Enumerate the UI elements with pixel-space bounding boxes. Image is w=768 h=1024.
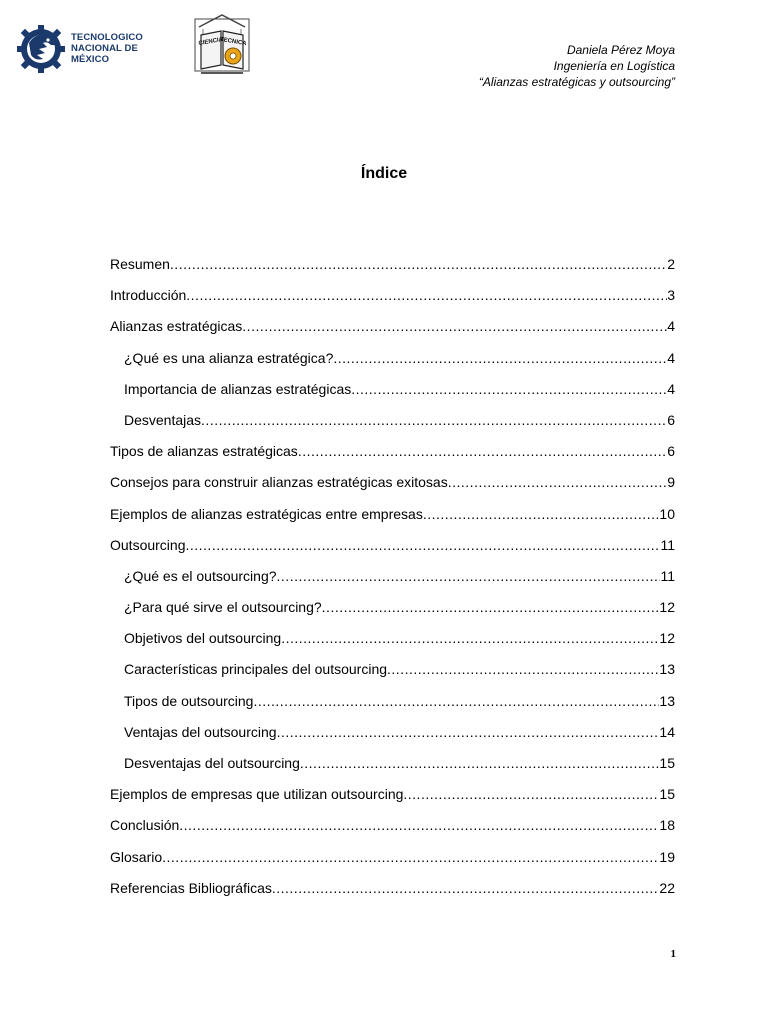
toc-entry-page: 13 bbox=[659, 661, 675, 678]
toc-dot-leader bbox=[186, 285, 667, 305]
toc-entry-page: 4 bbox=[667, 380, 675, 397]
toc-entry-page: 6 bbox=[667, 443, 675, 460]
toc-entry-page: 19 bbox=[659, 848, 675, 865]
document-header bbox=[479, 42, 675, 90]
program-name: Ingeniería en Logística bbox=[553, 59, 675, 73]
toc-entry[interactable] bbox=[110, 784, 675, 815]
toc-dot-leader bbox=[403, 784, 659, 804]
toc-entry-page: 13 bbox=[659, 692, 675, 709]
toc-entry[interactable] bbox=[110, 504, 675, 535]
toc-dot-leader bbox=[242, 316, 667, 336]
author-name: Daniela Pérez Moya bbox=[566, 43, 675, 57]
toc-entry-title: ¿Para qué sirve el outsourcing? bbox=[124, 599, 322, 616]
toc-entry-page: 14 bbox=[659, 723, 675, 740]
toc-entry-title: Importancia de alianzas estratégicas bbox=[124, 380, 352, 397]
toc-entry-title: Resumen bbox=[110, 256, 170, 272]
toc-entry-title: Consejos para construir alianzas estratégicas exitosas bbox=[110, 474, 448, 491]
toc-entry[interactable] bbox=[110, 566, 675, 597]
toc-dot-leader bbox=[300, 753, 660, 773]
toc-entry-title: Características principales del outsourcing bbox=[124, 661, 388, 678]
toc-entry-page: 6 bbox=[667, 411, 675, 428]
toc-entry[interactable] bbox=[110, 815, 675, 846]
toc-entry[interactable] bbox=[110, 847, 675, 878]
toc-entry-page: 18 bbox=[659, 817, 675, 834]
toc-entry[interactable] bbox=[110, 472, 675, 503]
toc-dot-leader bbox=[333, 348, 667, 368]
tecnm-line-1: TECNOLOGICO bbox=[71, 31, 143, 43]
seal-text-left: CIENCIA bbox=[198, 36, 224, 48]
toc-dot-leader bbox=[322, 597, 660, 617]
page-number: 1 bbox=[670, 948, 676, 960]
toc-entry-page: 12 bbox=[659, 630, 675, 647]
toc-dot-leader bbox=[185, 535, 660, 555]
toc-entry-title: Tipos de outsourcing bbox=[124, 692, 254, 709]
page-title: Índice bbox=[360, 165, 408, 182]
toc-entry-page: 9 bbox=[667, 474, 675, 491]
toc-entry-page: 22 bbox=[659, 879, 675, 896]
toc-entry-title: Glosario bbox=[110, 848, 163, 865]
toc-entry[interactable] bbox=[110, 410, 675, 441]
toc-dot-leader bbox=[387, 659, 659, 679]
toc-entry-title: Desventajas bbox=[124, 411, 202, 428]
toc-dot-leader bbox=[253, 691, 659, 711]
toc-entry-page: 4 bbox=[667, 318, 675, 335]
toc-entry[interactable] bbox=[110, 285, 675, 316]
toc-entry-page: 11 bbox=[660, 536, 675, 553]
toc-entry[interactable] bbox=[110, 316, 675, 347]
toc-entry-title: Outsourcing bbox=[110, 536, 186, 553]
toc-entry[interactable] bbox=[110, 348, 675, 379]
toc-entry[interactable] bbox=[110, 254, 675, 285]
toc-entry-page: 3 bbox=[667, 287, 675, 304]
eagle-emblem-icon bbox=[17, 19, 65, 77]
document-subject: “Alianzas estratégicas y outsourcing” bbox=[478, 75, 675, 89]
toc-entry-title: Ejemplos de empresas que utilizan outsourcing bbox=[110, 786, 404, 803]
toc-entry-page: 11 bbox=[660, 567, 675, 584]
toc-entry-title: Conclusión bbox=[110, 817, 180, 834]
toc-entry[interactable] bbox=[110, 379, 675, 410]
toc-entry-page: 12 bbox=[659, 599, 675, 616]
toc-dot-leader bbox=[170, 254, 667, 274]
toc-dot-leader bbox=[448, 472, 667, 492]
toc-dot-leader bbox=[298, 441, 667, 461]
toc-entry-title: Ejemplos de alianzas estratégicas entre empresas bbox=[110, 505, 423, 522]
toc-dot-leader bbox=[277, 566, 661, 586]
toc-dot-leader bbox=[162, 847, 659, 867]
toc-dot-leader bbox=[179, 815, 659, 835]
toc-dot-leader bbox=[272, 878, 660, 898]
tecnm-wordmark bbox=[71, 32, 167, 65]
tecnm-logo bbox=[17, 18, 167, 78]
toc-entry-title: Ventajas del outsourcing bbox=[124, 723, 277, 740]
toc-entry[interactable] bbox=[110, 659, 675, 690]
toc-entry-title: ¿Qué es el outsourcing? bbox=[124, 567, 277, 584]
toc-entry-page: 10 bbox=[659, 505, 675, 522]
seal-text-right: TECNICA bbox=[219, 36, 247, 48]
toc-entry-title: Objetivos del outsourcing bbox=[124, 630, 282, 647]
toc-entry-title: Alianzas estratégicas bbox=[110, 318, 243, 335]
toc-dot-leader bbox=[351, 379, 667, 399]
toc-entry-page: 2 bbox=[667, 256, 675, 272]
toc-entry-page: 15 bbox=[659, 755, 675, 771]
toc-entry[interactable] bbox=[110, 722, 675, 753]
toc-entry-title: ¿Qué es una alianza estratégica? bbox=[124, 349, 334, 366]
toc-entry[interactable] bbox=[110, 441, 675, 472]
toc-dot-leader bbox=[277, 722, 660, 742]
toc-entry[interactable] bbox=[110, 691, 675, 722]
toc-entry-title: Tipos de alianzas estratégicas bbox=[110, 443, 298, 460]
table-of-contents bbox=[110, 254, 675, 909]
toc-entry[interactable] bbox=[110, 878, 675, 909]
toc-entry-title: Referencias Bibliográficas bbox=[110, 879, 272, 896]
toc-dot-leader bbox=[423, 504, 660, 524]
toc-entry-page: 4 bbox=[667, 349, 675, 366]
toc-entry-title: Desventajas del outsourcing bbox=[124, 755, 300, 771]
toc-entry-title: Introducción bbox=[110, 287, 187, 304]
toc-dot-leader bbox=[281, 628, 659, 648]
toc-entry[interactable] bbox=[110, 628, 675, 659]
toc-entry[interactable] bbox=[110, 753, 675, 784]
tecnm-line-2: NACIONAL DE MÉXICO bbox=[71, 42, 138, 65]
school-seal-logo bbox=[193, 13, 251, 75]
toc-dot-leader bbox=[201, 410, 667, 430]
toc-entry-page: 15 bbox=[659, 786, 675, 803]
toc-entry[interactable] bbox=[110, 597, 675, 628]
toc-entry[interactable] bbox=[110, 535, 675, 566]
